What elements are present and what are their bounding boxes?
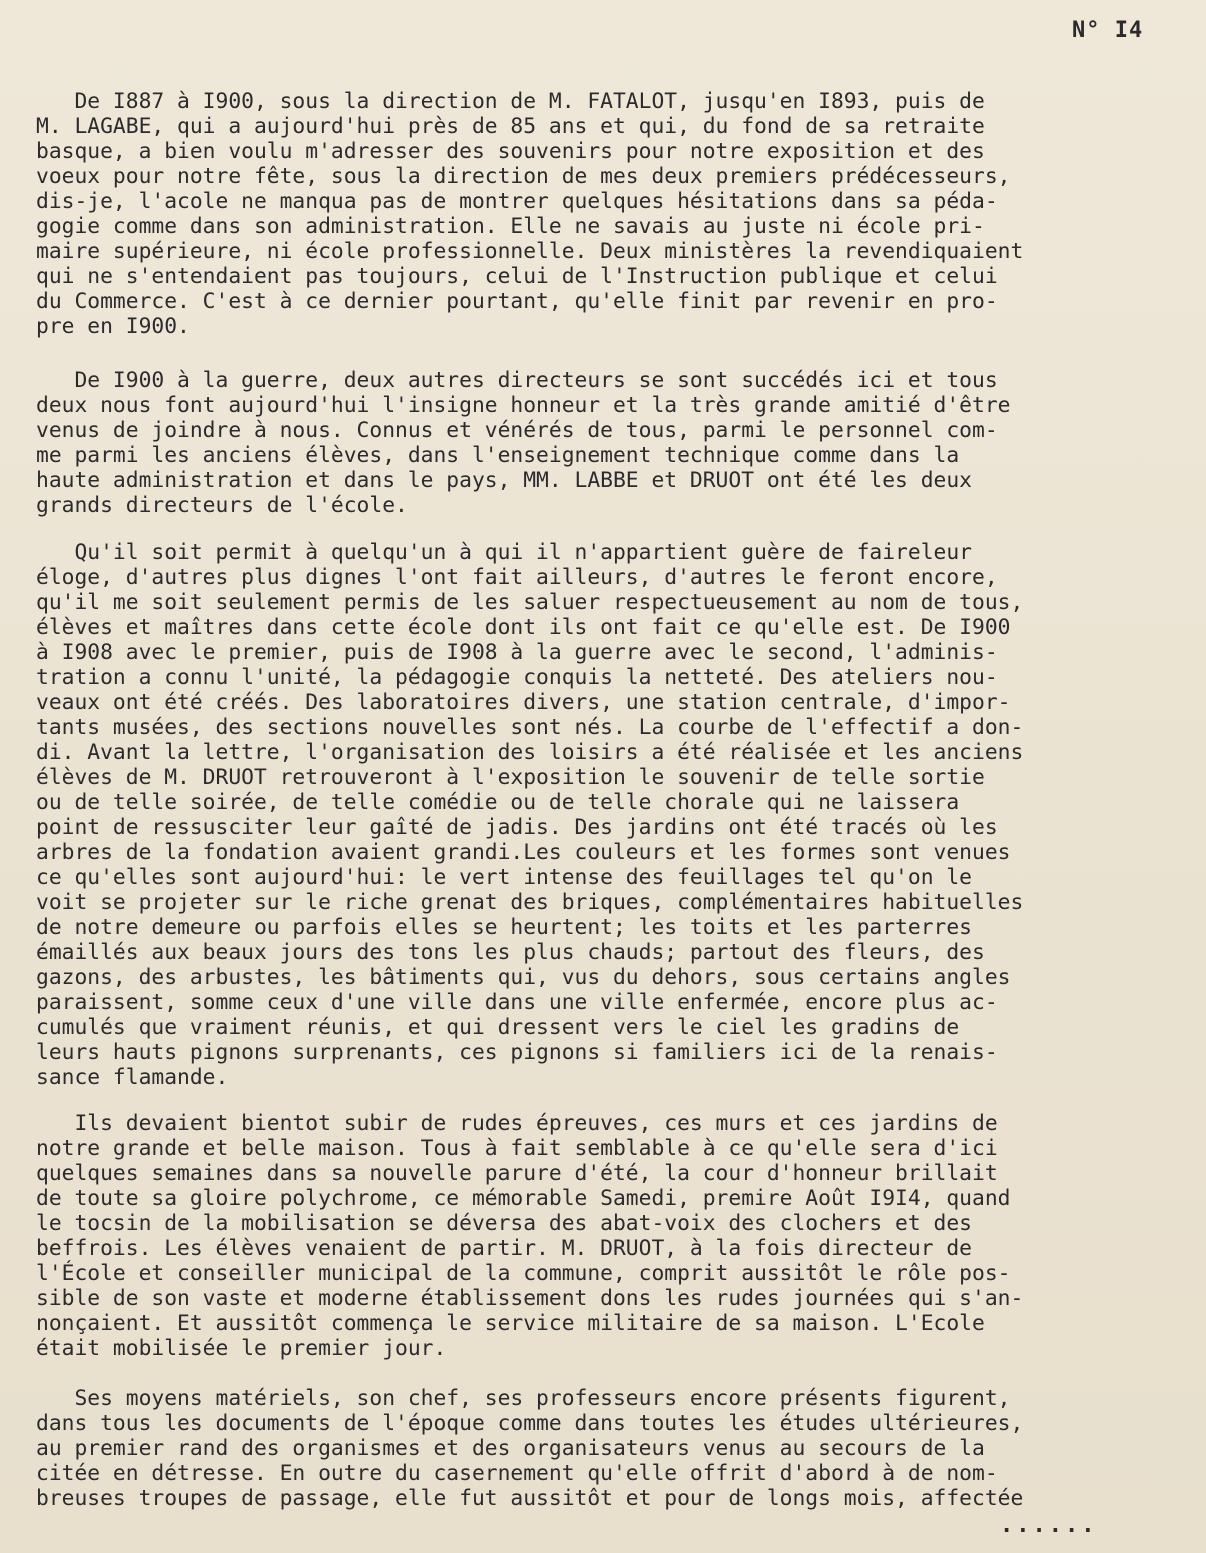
text-line: du Commerce. C'est à ce dernier pourtant, qu'elle finit par revenir en pro- (36, 289, 998, 314)
text-line: voit se projeter sur le riche grenat des briques, complémentaires habituelles (36, 890, 1024, 915)
text-line: élèves de M. DRUOT retrouveront à l'exposition le souvenir de telle sortie (36, 765, 985, 790)
text-line: grands directeurs de l'école. (36, 493, 408, 518)
paragraph-directors-1900 (36, 368, 1010, 518)
text-line: de toute sa gloire polychrome, ce mémorable Samedi, premire Août I9I4, quand (36, 1186, 1011, 1211)
text-line: me parmi les anciens élèves, dans l'enseignement technique comme dans la (36, 443, 960, 468)
text-line: citée en détresse. En outre du casernement qu'elle offrit d'abord à de nom- (36, 1461, 998, 1486)
paragraph-history-1887-1900 (36, 89, 1023, 339)
paragraph-tribute-directors (36, 540, 1023, 1090)
text-line: nonçaient. Et aussitôt commença le service militaire de sa maison. L'Ecole (36, 1311, 985, 1336)
text-line: cumulés que vraiment réunis, et qui dressent vers le ciel les gradins de (36, 1015, 960, 1040)
text-line: de notre demeure ou parfois elles se heurtent; les toits et les parterres (36, 915, 972, 940)
text-line: tants musées, des sections nouvelles sont nés. La courbe de l'effectif a don- (36, 715, 1024, 740)
text-line: dans tous les documents de l'époque comme dans toutes les études ultérieures, (36, 1411, 1024, 1436)
continuation-dots: ...... (1000, 1513, 1098, 1538)
text-line: maire supérieure, ni école professionnelle. Deux ministères la revendiquaient (36, 239, 1024, 264)
text-line: point de ressusciter leur gaîté de jadis. Des jardins ont été tracés où les (36, 815, 998, 840)
text-line: pre en I900. (36, 314, 190, 339)
text-line: quelques semaines dans sa nouvelle parure d'été, la cour d'honneur brillait (36, 1161, 998, 1186)
text-line: Ils devaient bientot subir de rudes épreuves, ces murs et ces jardins de (36, 1111, 998, 1136)
paragraph-mobilisation-1914 (36, 1111, 1023, 1361)
text-line: gogie comme dans son administration. Elle ne savais au juste ni école pri- (36, 214, 985, 239)
text-line: le tocsin de la mobilisation se déversa des abat-voix des clochers et des (36, 1211, 972, 1236)
page-number: N° I4 (1072, 18, 1144, 43)
text-line: l'École et conseiller municipal de la commune, comprit aussitôt le rôle pos- (36, 1261, 1011, 1286)
text-line: paraissent, somme ceux d'une ville dans une ville enfermée, encore plus ac- (36, 990, 998, 1015)
text-line: di. Avant la lettre, l'organisation des loisirs a été réalisée et les anciens (36, 740, 1024, 765)
text-line: M. LAGABE, qui a aujourd'hui près de 85 ans et qui, du fond de sa retraite (36, 114, 985, 139)
text-line: émaillés aux beaux jours des tons les plus chauds; partout des fleurs, des (36, 940, 985, 965)
text-line: De I900 à la guerre, deux autres directeurs se sont succédés ici et tous (36, 368, 998, 393)
text-line: dis-je, l'acole ne manqua pas de montrer quelques hésitations dans sa péda- (36, 189, 998, 214)
text-line: sance flamande. (36, 1065, 229, 1090)
text-line: sible de son vaste et moderne établissement dons les rudes journées qui s'an- (36, 1286, 1024, 1311)
text-line: Qu'il soit permit à quelqu'un à qui il n'appartient guère de faireleur (36, 540, 972, 565)
text-line: était mobilisée le premier jour. (36, 1336, 447, 1361)
text-line: ce qu'elles sont aujourd'hui: le vert intense des feuillages tel qu'on le (36, 865, 972, 890)
text-line: basque, a bien voulu m'adresser des souvenirs pour notre exposition et des (36, 139, 985, 164)
text-line: veaux ont été créés. Des laboratoires divers, une station centrale, d'impor- (36, 690, 1011, 715)
text-line: élèves et maîtres dans cette école dont ils ont fait ce qu'elle est. De I900 (36, 615, 1011, 640)
text-line: De I887 à I900, sous la direction de M. FATALOT, jusqu'en I893, puis de (36, 89, 985, 114)
paragraph-school-at-war (36, 1386, 1023, 1511)
text-line: à I908 avec le premier, puis de I908 à la guerre avec le second, l'adminis- (36, 640, 998, 665)
text-line: voeux pour notre fête, sous la direction de mes deux premiers prédécesseurs, (36, 164, 1011, 189)
text-line: qui ne s'entendaient pas toujours, celui de l'Instruction publique et celui (36, 264, 998, 289)
text-line: ou de telle soirée, de telle comédie ou de telle chorale qui ne laissera (36, 790, 960, 815)
text-line: tration a connu l'unité, la pédagogie conquis la netteté. Des ateliers nou- (36, 665, 998, 690)
text-line: venus de joindre à nous. Connus et vénérés de tous, parmi le personnel com- (36, 418, 998, 443)
text-line: notre grande et belle maison. Tous à fait semblable à ce qu'elle sera d'ici (36, 1136, 998, 1161)
text-line: leurs hauts pignons surprenants, ces pignons si familiers ici de la renais- (36, 1040, 998, 1065)
text-line: gazons, des arbustes, les bâtiments qui, vus du dehors, sous certains angles (36, 965, 1011, 990)
text-line: breuses troupes de passage, elle fut aussitôt et pour de longs mois, affectée (36, 1486, 1024, 1511)
text-line: qu'il me soit seulement permis de les saluer respectueusement au nom de tous, (36, 590, 1024, 615)
text-line: haute administration et dans le pays, MM. LABBE et DRUOT ont été les deux (36, 468, 972, 493)
text-line: au premier rand des organismes et des organisateurs venus au secours de la (36, 1436, 985, 1461)
text-line: arbres de la fondation avaient grandi.Les couleurs et les formes sont venues (36, 840, 1011, 865)
text-line: Ses moyens matériels, son chef, ses professeurs encore présents figurent, (36, 1386, 1011, 1411)
text-line: beffrois. Les élèves venaient de partir. M. DRUOT, à la fois directeur de (36, 1236, 972, 1261)
text-line: deux nous font aujourd'hui l'insigne honneur et la très grande amitié d'être (36, 393, 1011, 418)
text-line: éloge, d'autres plus dignes l'ont fait ailleurs, d'autres le feront encore, (36, 565, 998, 590)
